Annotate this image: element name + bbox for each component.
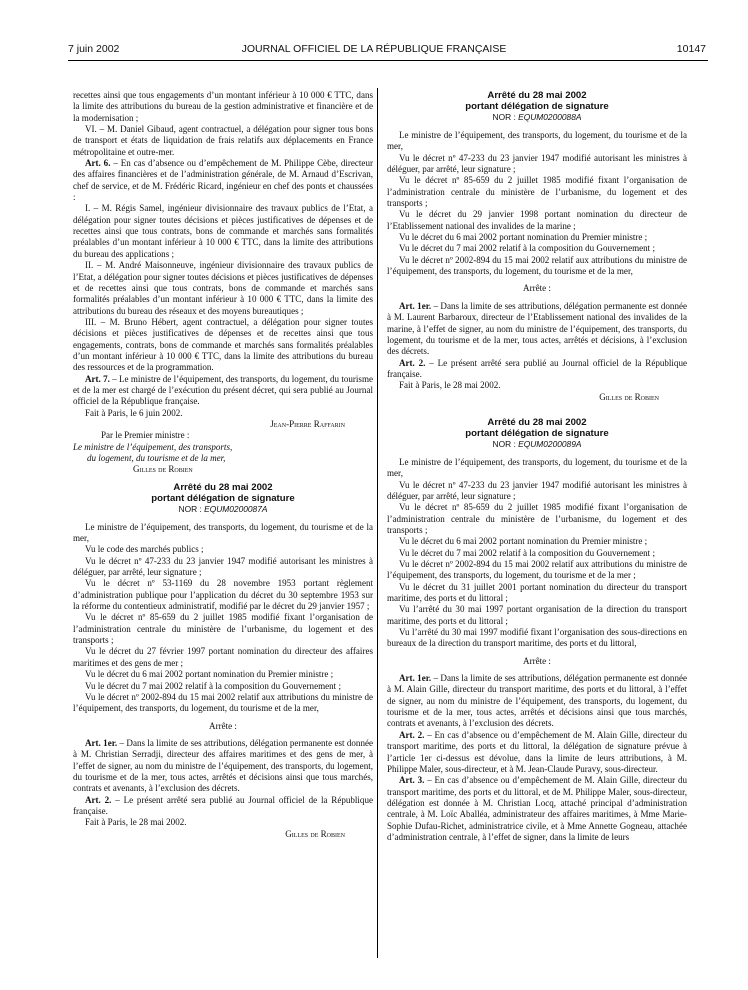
nor-code: EQUM0200087A xyxy=(204,503,268,514)
signature: Gilles de Robien xyxy=(599,391,659,402)
paragraph: Vu le décret du 7 mai 2002 relatif à la composition du Gouvernement ; xyxy=(399,547,655,558)
article-2 xyxy=(387,358,687,381)
paragraph: Vu le décret nº 2002-894 du 15 mai 2002 relatif aux attributions du ministre de l’équipement, des transports, du logement, du tourisme et de la mer ; xyxy=(387,559,687,581)
arrete-heading: Arrête : xyxy=(523,283,551,294)
decree-subtitle: portant délégation de signature xyxy=(151,492,295,504)
article-1 xyxy=(387,301,687,358)
paragraph: II. – M. André Maisonneuve, ingénieur divisionnaire des travaux publics de l’Etat, a délégation pour signer toutes décisions et pièces justificatives de dépenses et de recettes ainsi que tous contrats, bons de commande et marchés sans formalités préalables d’un montant inférieur à 10 000 € TTC, dans la limite des attributions du bureau des réseaux et des moyens bureautiques ; xyxy=(73,260,373,316)
decree-subtitle: portant délégation de signature xyxy=(465,101,609,112)
by-line: Par le Premier ministre : xyxy=(101,430,190,441)
left-column xyxy=(73,90,373,840)
article-label: Art. 1er. xyxy=(399,673,432,684)
article-2 xyxy=(387,730,687,775)
article-label: Art. 2. xyxy=(399,729,425,740)
article-1 xyxy=(387,673,687,730)
article-label: Art. 7. xyxy=(85,373,110,384)
nor-code: EQUM0200089A xyxy=(518,438,582,449)
paragraph: Vu le décret nº 85-659 du 2 juillet 1985 modifié fixant l’organisation de l’administration centrale du ministère de l’urbanisme, du logement et des transports ; xyxy=(387,175,687,209)
paragraph: Vu l’arrêté du 30 mai 1997 portant organisation de la direction du transport maritime, des ports et du littoral ; xyxy=(387,604,687,626)
paragraph: Vu l’arrêté du 30 mai 1997 modifié fixant l’organisation des sous-directions en bureaux de la direction du transport maritime, des ports et du littoral, xyxy=(387,627,687,649)
article-2 xyxy=(73,795,373,818)
minister-title: du logement, du tourisme et de la mer, xyxy=(87,453,226,463)
paragraph: III. – M. Bruno Hébert, agent contractuel, a délégation pour signer toutes décisions et pièces justificatives de dépenses et de recettes ainsi que tous engagements, contrats, bons de commande et marchés sans formalités préalables d’un montant inférieur à 10 000 € TTC, dans la limite des attributions du bureau des ressources et de la programmation. xyxy=(73,316,373,373)
header-page-number: 10147 xyxy=(676,43,706,55)
decree-subtitle: portant délégation de signature xyxy=(465,427,609,439)
nor-reference xyxy=(387,439,687,450)
date-line: Fait à Paris, le 28 mai 2002. xyxy=(399,380,501,391)
decree-title: Arrêté du 28 mai 2002 xyxy=(173,481,273,493)
article-text: – Dans la limite de ses attributions, délégation permanente est donnée à M. Alain Gille, directeur du transport maritime, des ports et du littoral, à l’effet de signer, au nom du ministre de l’équipement, des transports, du logement, du tourisme et de la mer, tous actes, arrêtés et décisions ainsi que tous marchés, contrats et avenants, à l’exclusion des décrets. xyxy=(387,673,687,729)
arrete-heading: Arrête : xyxy=(523,655,551,666)
paragraph: Vu le décret du 7 mai 2002 relatif à la composition du Gouvernement ; xyxy=(399,243,655,254)
signature: Gilles de Robien xyxy=(285,828,345,839)
arrete-heading: Arrête : xyxy=(209,720,237,731)
signature: Jean-Pierre Raffarin xyxy=(270,418,345,429)
paragraph: Vu le décret nº 47-233 du 23 janvier 1947 modifié autorisant les ministres à déléguer, par arrêté, leur signature ; xyxy=(73,555,373,578)
article-text: – En cas d’absence ou d’empêchement de M. Alain Gille, directeur du transport maritime, des ports et du littoral, et de M. Philippe Maler, sous-directeur, délégation est donnée à M. Christian Locq, attaché principal d’administration centrale, à M. Loïc Aballéa, administrateur des affaires maritimes, à Mme Marie-Sophie Dufau-Richet, administratrice civile, et à Mme Annette Gogneau, attachée d’administration centrale, à l’effet de signer, dans la limite de leurs xyxy=(387,775,687,842)
paragraph: Vu le décret nº 47-233 du 23 janvier 1947 modifié autorisant les ministres à déléguer, par arrêté, leur signature ; xyxy=(387,479,687,501)
article-text: – En cas d’absence ou d’empêchement de M. Alain Gille, directeur du transport maritime, des ports et du littoral, la délégation de signature prévue à l’article 1er ci-dessus est dévolue, dans la limite de leurs attributions, à M. Philippe Maler, sous-directeur, et à M. Jean-Claude Puravy, sous-directeur. xyxy=(387,729,687,774)
article-1 xyxy=(73,738,373,795)
paragraph: Le ministre de l’équipement, des transports, du logement, du tourisme et de la mer, xyxy=(387,456,687,479)
nor-code: EQUM0200088A xyxy=(518,112,582,122)
right-column xyxy=(387,90,687,843)
paragraph: Le ministre de l’équipement, des transports, du logement, du tourisme et de la mer, xyxy=(387,130,687,152)
paragraph: recettes ainsi que tous engagements d’un montant inférieur à 10 000 € TTC, dans la limite des attributions du bureau de la gestion administrative et financière et de la modernisation ; xyxy=(73,90,373,123)
nor-prefix: NOR : xyxy=(178,503,205,514)
paragraph: Vu le décret nº 53-1169 du 28 novembre 1953 portant règlement d’administration publique pour l’application du décret du 30 septembre 1953 sur la réforme du contentieux administratif, modifié par le décret du 29 janvier 1957 ; xyxy=(73,578,373,612)
article-3 xyxy=(387,775,687,843)
paragraph: Vu le décret du 31 juillet 2001 portant nomination du directeur du transport maritime, des ports et du littoral ; xyxy=(387,581,687,604)
column-divider xyxy=(377,88,378,958)
article-6 xyxy=(73,158,373,203)
article-label: Art. 2. xyxy=(399,357,426,368)
paragraph: Vu le décret du 29 janvier 1998 portant nomination du directeur de l’Etablissement national des invalides de la marine ; xyxy=(387,209,687,231)
article-text: – Le ministre de l’équipement, des transports, du logement, du tourisme et de la mer est chargé de l’exécution du présent décret, qui sera publié au Journal officiel de la République française. xyxy=(73,373,373,407)
paragraph: I. – M. Régis Samel, ingénieur divisionnaire des travaux publics de l’Etat, a délégation pour signer toutes décisions et pièces justificatives de dépenses et de recettes ainsi que tous contrats, bons de commande et marchés sans formalités préalables d’un montant inférieur à 10 000 € TTC, dans la limite des attributions du bureau des applications ; xyxy=(73,203,373,259)
decree-title: Arrêté du 28 mai 2002 xyxy=(487,416,587,428)
date-line: Fait à Paris, le 28 mai 2002. xyxy=(85,817,187,828)
article-7 xyxy=(73,374,373,408)
nor-prefix: NOR : xyxy=(492,112,519,122)
paragraph: Vu le décret du 6 mai 2002 portant nomination du Premier ministre ; xyxy=(399,232,648,243)
header-rule xyxy=(68,60,708,61)
paragraph: Vu le décret nº 2002-894 du 15 mai 2002 relatif aux attributions du ministre de l’équipement, des transports, du logement, du tourisme et de la mer, xyxy=(387,254,687,277)
paragraph: VI. – M. Daniel Gibaud, agent contractuel, a délégation pour signer tous bons de transport et états de liquidation de frais relatifs aux déplacements en France métropolitaine et outre-mer. xyxy=(73,124,373,157)
date-line: Fait à Paris, le 6 juin 2002. xyxy=(85,407,183,418)
minister-title: Le ministre de l’équipement, des transports, xyxy=(73,441,233,452)
paragraph: Vu le décret du 6 mai 2002 portant nomination du Premier ministre ; xyxy=(85,669,334,680)
article-text: – En cas d’absence ou d’empêchement de M. Philippe Cèbe, directeur des affaires financières et de l’administration générale, de M. Arnaud d’Escrivan, chef de service, et de M. Frédéric Ricard, ingénieur en chef des ponts et chaussées : xyxy=(73,158,373,203)
article-label: Art. 6. xyxy=(85,158,111,169)
paragraph: Vu le décret nº 47-233 du 23 janvier 1947 modifié autorisant les ministres à déléguer, par arrêté, leur signature ; xyxy=(387,152,687,175)
article-text: – Dans la limite de ses attributions, délégation permanente est donnée à M. Christian Serradji, directeur des affaires maritimes et des gens de mer, à l’effet de signer, au nom du ministre de l’équipement, des transports, du logement, du tourisme et de la mer, tous actes, arrêtés et décisions ainsi que tous marchés, contrats et avenants, à l’exclusion des décrets. xyxy=(73,737,373,794)
header-journal-title: JOURNAL OFFICIEL DE LA RÉPUBLIQUE FRANÇAISE xyxy=(241,43,507,55)
paragraph: Vu le décret nº 85-659 du 2 juillet 1985 modifié fixant l’organisation de l’administration centrale du ministère de l’urbanisme, du logement et des transports ; xyxy=(73,612,373,646)
article-label: Art. 1er. xyxy=(399,300,432,311)
paragraph: Le ministre de l’équipement, des transports, du logement, du tourisme et de la mer, xyxy=(73,521,373,544)
header-date: 7 juin 2002 xyxy=(68,43,120,55)
article-text: – Dans la limite de ses attributions, délégation permanente est donnée à M. Laurent Barbaroux, directeur de l’Etablissement national des invalides de la marine, à l’effet de signer, au nom du ministre de l’équipement, des transports, du logement, du tourisme et de la mer, tous actes, arrêtés et décisions, à l’exclusion des décrets. xyxy=(387,300,687,357)
paragraph: Vu le décret du 27 février 1997 portant nomination du directeur des affaires maritimes et des gens de mer ; xyxy=(73,646,373,668)
nor-reference xyxy=(387,112,687,123)
article-label: Art. 1er. xyxy=(85,737,118,748)
article-label: Art. 2. xyxy=(85,794,112,805)
nor-reference xyxy=(73,504,373,515)
paragraph: Vu le décret du 7 mai 2002 relatif à la composition du Gouvernement ; xyxy=(85,680,341,691)
decree-title: Arrêté du 28 mai 2002 xyxy=(487,90,587,101)
signature: Gilles de Robien xyxy=(133,464,193,475)
article-text: – Le présent arrêté sera publié au Journal officiel de la République française. xyxy=(387,357,687,379)
paragraph: Vu le code des marchés publics ; xyxy=(85,544,204,555)
nor-prefix: NOR : xyxy=(492,438,519,449)
paragraph: Vu le décret nº 2002-894 du 15 mai 2002 relatif aux attributions du ministre de l’équipement, des transports, du logement, du tourisme et de la mer, xyxy=(73,691,373,714)
paragraph: Vu le décret du 6 mai 2002 portant nomination du Premier ministre ; xyxy=(399,536,648,547)
article-text: – Le présent arrêté sera publié au Journal officiel de la République française. xyxy=(73,794,373,816)
paragraph: Vu le décret nº 85-659 du 2 juillet 1985 modifié fixant l’organisation de l’administration centrale du ministère de l’urbanisme, du logement et des transports ; xyxy=(387,502,687,535)
article-label: Art. 3. xyxy=(399,775,425,786)
